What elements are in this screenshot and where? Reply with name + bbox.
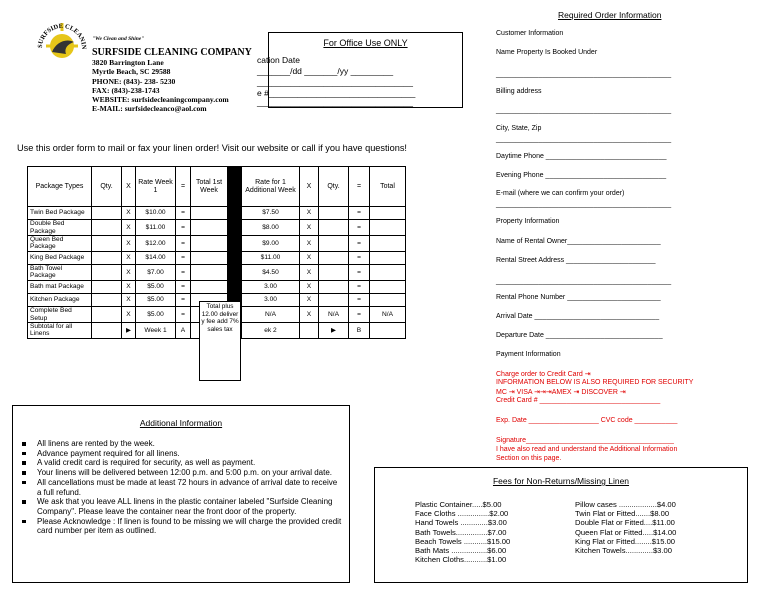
billing-label: Billing address	[496, 88, 542, 95]
table-cell: =	[176, 280, 191, 293]
table-cell: =	[349, 207, 370, 220]
table-cell: X	[122, 236, 136, 252]
table-cell: =	[176, 220, 191, 236]
fee-item: Double Flat or Fitted....$11.00	[575, 518, 675, 528]
fee-item: King Flat or Fitted........$15.00	[575, 536, 676, 546]
list-item: Your linens will be delivered between 12:00 p.m. and 5:00 p.m. on your arrival date.	[21, 468, 343, 478]
intro-text: Use this order form to mail or fax your linen order! Visit our website or call if you have questions!	[17, 143, 407, 153]
table-input-cell[interactable]	[319, 207, 349, 220]
table-cell: X	[122, 251, 136, 264]
card-type-options[interactable]: MC ⇥ VISA ⇥⇥⇥AMEX ⇥ DISCOVER ⇥	[496, 389, 626, 396]
rental-street-field[interactable]: Rental Street Address _______________________	[496, 257, 656, 264]
table-cell: Queen Bed Package	[28, 236, 92, 252]
table-cell: Bath Towel Package	[28, 265, 92, 281]
table-input-cell[interactable]	[370, 251, 406, 264]
table-cell: =	[349, 251, 370, 264]
table-cell: =	[349, 265, 370, 281]
table-cell: $4.50	[242, 265, 300, 281]
property-info-label: Property Information	[496, 218, 560, 225]
table-cell: Complete Bed Setup	[28, 307, 92, 323]
table-cell: $7.50	[242, 207, 300, 220]
table-cell: ▶	[319, 323, 349, 339]
list-item: We ask that you leave ALL linens in the plastic container labeled "Surfside Cleaning Company". Please leave the container near the front door of the property.	[21, 497, 343, 516]
table-row	[28, 265, 406, 281]
table-input-cell[interactable]	[92, 307, 122, 323]
table-cell: N/A	[319, 307, 349, 323]
table-cell: $5.00	[136, 294, 176, 307]
office-title: For Office Use ONLY	[323, 38, 408, 48]
table-input-cell[interactable]	[319, 236, 349, 252]
table-cell	[300, 323, 319, 339]
table-cell: $9.00	[242, 236, 300, 252]
table-cell: $5.00	[136, 280, 176, 293]
table-input-cell[interactable]	[92, 220, 122, 236]
divider-column	[228, 167, 242, 207]
table-cell: N/A	[370, 307, 406, 323]
table-input-cell[interactable]	[370, 265, 406, 281]
fee-item: Pillow cases ..................$4.00	[575, 500, 676, 509]
table-row	[28, 236, 406, 252]
table-cell: Bath mat Package	[28, 280, 92, 293]
fee-item: Face Cloths ...............$2.00	[415, 509, 509, 519]
required-title: Required Order Information	[558, 10, 662, 20]
fee-item: Kitchen Towels.............$3.00	[575, 546, 672, 556]
col-header: X	[122, 167, 136, 207]
table-cell: $7.00	[136, 265, 176, 281]
fee-item: Plastic Container.....$5.00	[415, 500, 502, 509]
col-header: Qty.	[92, 167, 122, 207]
table-cell: $10.00	[136, 207, 176, 220]
table-cell: X	[122, 265, 136, 281]
table-row	[28, 207, 406, 220]
table-cell: $12.00	[136, 236, 176, 252]
table-input-cell[interactable]	[191, 236, 228, 252]
divider-column	[228, 220, 242, 236]
fee-item: Bath Towels...............$7.00	[415, 527, 507, 537]
table-input-cell[interactable]	[191, 220, 228, 236]
exp-cvc-field[interactable]: Exp. Date __________________ CVC code ___________	[496, 417, 678, 424]
table-cell: X	[300, 280, 319, 293]
acknowledge-line-2: Section on this page.	[496, 455, 562, 462]
table-input-cell[interactable]	[319, 294, 349, 307]
table-cell: Twin Bed Package	[28, 207, 92, 220]
col-header: Package Types	[28, 167, 92, 207]
table-cell: ▶	[122, 323, 136, 339]
additional-info-box	[12, 405, 350, 583]
table-cell: X	[122, 307, 136, 323]
table-row	[28, 220, 406, 236]
table-input-cell[interactable]	[92, 251, 122, 264]
table-cell: ek 2	[242, 323, 300, 339]
total-tooltip: Total plus 12.00 deliver y fee add 7% sales tax	[199, 301, 241, 381]
table-cell: X	[300, 236, 319, 252]
company-slogan: "We Clean and Shine"	[92, 36, 145, 42]
table-cell: 3.00	[242, 280, 300, 293]
table-input-cell[interactable]	[92, 280, 122, 293]
table-cell: =	[349, 220, 370, 236]
fee-item: Queen Flat or Fitted.....$14.00	[575, 527, 677, 537]
col-header: =	[349, 167, 370, 207]
table-input-cell[interactable]	[92, 207, 122, 220]
departure-date-field[interactable]: Departure Date ______________________________	[496, 332, 663, 339]
col-header: Qty.	[319, 167, 349, 207]
table-cell: =	[176, 294, 191, 307]
table-cell: N/A	[242, 307, 300, 323]
office-use-box	[257, 32, 463, 108]
table-cell: =	[176, 207, 191, 220]
fees-left-column	[415, 500, 510, 564]
table-cell: X	[300, 265, 319, 281]
list-item: Advance payment required for all linens.	[21, 449, 343, 459]
table-input-cell[interactable]	[370, 220, 406, 236]
table-header-row	[28, 167, 406, 207]
divider-column	[228, 251, 242, 264]
table-cell: X	[300, 220, 319, 236]
table-input-cell[interactable]	[92, 323, 122, 339]
rental-street-field-2[interactable]: _____________________________________________	[496, 278, 672, 285]
table-cell: X	[122, 220, 136, 236]
table-row	[28, 280, 406, 293]
table-row	[28, 251, 406, 264]
table-cell: X	[300, 207, 319, 220]
col-header: Total 1st Week	[191, 167, 228, 207]
table-input-cell[interactable]	[370, 323, 406, 339]
divider-column	[228, 207, 242, 220]
arrival-date-field[interactable]: Arrival Date ________________________________	[496, 313, 660, 320]
table-input-cell[interactable]	[370, 280, 406, 293]
signature-field[interactable]: Signature______________________________________	[496, 437, 674, 444]
table-cell: $8.00	[242, 220, 300, 236]
company-logo	[36, 18, 88, 68]
table-input-cell[interactable]	[191, 251, 228, 264]
city-label: City, State, Zip	[496, 125, 542, 132]
acknowledge-line-1: I have also read and understand the Additional Information	[496, 446, 678, 453]
table-input-cell[interactable]	[191, 207, 228, 220]
divider-column	[228, 280, 242, 293]
table-cell: =	[349, 236, 370, 252]
col-header: Total	[370, 167, 406, 207]
table-input-cell[interactable]	[191, 265, 228, 281]
table-cell: X	[122, 207, 136, 220]
list-item: A valid credit card is required for security, as well as payment.	[21, 458, 343, 468]
table-cell: =	[176, 251, 191, 264]
table-cell: X	[300, 307, 319, 323]
payment-info-label: Payment Information	[496, 351, 561, 358]
charge-label: Charge order to Credit Card ⇥	[496, 371, 591, 378]
additional-title: Additional Information	[139, 418, 223, 428]
additional-list	[21, 439, 343, 536]
company-email: E-MAIL: surfsidecleanco@aol.com	[92, 104, 207, 114]
table-cell: 3.00	[242, 294, 300, 307]
table-cell: $11.00	[136, 220, 176, 236]
col-header: =	[176, 167, 191, 207]
table-cell: Kitchen Package	[28, 294, 92, 307]
office-line-date: cation Date	[257, 55, 300, 65]
evening-phone-field[interactable]: Evening Phone _______________________________	[496, 172, 667, 179]
col-header: Rate Week 1	[136, 167, 176, 207]
col-header: Rate for 1 Additional Week	[242, 167, 300, 207]
email-field[interactable]: _____________________________________________	[496, 201, 672, 208]
divider-column	[228, 236, 242, 252]
email-label: E-mail (where we can confirm your order)	[496, 190, 625, 197]
rental-owner-field[interactable]: Name of Rental Owner________________________	[496, 238, 661, 245]
table-input-cell[interactable]	[92, 236, 122, 252]
company-address1: 3820 Barrington Lane	[92, 58, 164, 67]
table-cell: $5.00	[136, 307, 176, 323]
table-cell: A	[176, 323, 191, 339]
fee-item: Kitchen Cloths...........$1.00	[415, 555, 507, 565]
name-booked-label: Name Property Is Booked Under	[496, 49, 598, 56]
company-website: WEBSITE: surfsidecleaningcompany.com	[92, 95, 229, 105]
fees-box	[374, 467, 748, 583]
list-item: All cancellations must be made at least 72 hours in advance of arrival date to receive a full refund.	[21, 478, 343, 497]
table-input-cell[interactable]	[92, 294, 122, 307]
office-line-blank2[interactable]: _________________________________	[257, 97, 414, 107]
fee-item: Hand Towels .............$3.00	[415, 518, 507, 528]
table-cell: $11.00	[242, 251, 300, 264]
company-name: SURFSIDE CLEANING COMPANY	[92, 47, 252, 58]
fee-item: Twin Flat or Fitted.......$8.00	[575, 509, 670, 519]
table-cell: $14.00	[136, 251, 176, 264]
table-input-cell[interactable]	[319, 251, 349, 264]
company-info	[92, 47, 252, 114]
table-input-cell[interactable]	[319, 280, 349, 293]
customer-info-label: Customer Information	[496, 30, 564, 37]
table-cell: Subtotal for all Linens	[28, 323, 92, 339]
name-booked-field[interactable]: _____________________________________________	[496, 71, 672, 78]
table-input-cell[interactable]	[370, 294, 406, 307]
table-cell: Week 1	[136, 323, 176, 339]
rental-phone-field[interactable]: Rental Phone Number ________________________	[496, 294, 661, 301]
table-cell: X	[122, 280, 136, 293]
security-note: INFORMATION BELOW IS ALSO REQUIRED FOR SECURITY	[496, 379, 694, 386]
table-input-cell[interactable]	[92, 265, 122, 281]
logo-text: SURFSIDE CLEANIN	[36, 22, 88, 50]
table-input-cell[interactable]	[191, 280, 228, 293]
fee-item: Bath Mats .................$6.00	[415, 546, 507, 556]
table-cell: =	[349, 280, 370, 293]
fee-item: Beach Towels ...........$15.00	[415, 536, 511, 546]
table-cell: X	[300, 251, 319, 264]
table-input-cell[interactable]	[370, 207, 406, 220]
table-cell: =	[349, 294, 370, 307]
table-cell: =	[176, 265, 191, 281]
billing-field[interactable]: _____________________________________________	[496, 107, 672, 114]
table-input-cell[interactable]	[319, 265, 349, 281]
company-address2: Myrtle Beach, SC 29588	[92, 67, 171, 77]
company-phone: PHONE: (843)- 238- 5230	[92, 76, 176, 86]
table-cell: King Bed Package	[28, 251, 92, 264]
divider-column	[228, 265, 242, 281]
daytime-phone-field[interactable]: Daytime Phone _______________________________	[496, 153, 667, 160]
table-cell: =	[176, 307, 191, 323]
table-cell: X	[122, 294, 136, 307]
city-field[interactable]: _____________________________________________	[496, 136, 672, 143]
table-cell: B	[349, 323, 370, 339]
list-item: Please Acknowledge : If linen is found to be missing we will charge the provided credit card number per item as outlined.	[21, 517, 343, 536]
col-header: X	[300, 167, 319, 207]
fees-right-column	[575, 500, 676, 555]
table-input-cell[interactable]	[319, 220, 349, 236]
table-input-cell[interactable]	[370, 236, 406, 252]
office-line-number[interactable]: e #_______________________________	[257, 88, 416, 98]
company-fax: FAX: (843)-238-1743	[92, 85, 160, 95]
table-cell: X	[300, 294, 319, 307]
table-cell: =	[349, 307, 370, 323]
office-line-blank1[interactable]: _________________________________	[257, 77, 414, 87]
fees-title: Fees for Non-Returns/Missing Linen	[492, 476, 630, 486]
list-item: All linens are rented by the week.	[21, 439, 343, 449]
credit-card-field[interactable]: Credit Card # _______________________________	[496, 397, 661, 404]
table-cell: =	[176, 236, 191, 252]
table-cell: Double Bed Package	[28, 220, 92, 236]
office-line-dd[interactable]: _______/dd _______/yy _________	[257, 66, 394, 76]
